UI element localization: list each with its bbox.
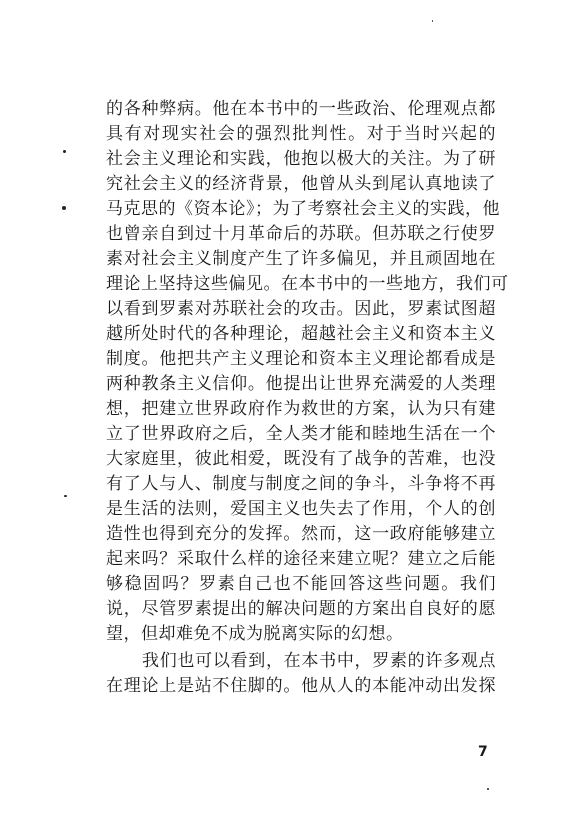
text-line: 在理论上是站不住脚的。他从人的本能冲动出发探 — [106, 676, 496, 696]
text-line: 起来吗？采取什么样的途径来建立呢？建立之后能 — [106, 549, 496, 569]
text-line: 究社会主义的经济背景，他曾从头到尾认真地读了 — [106, 174, 496, 194]
text-line: 越所处时代的各种理论，超越社会主义和资本主义 — [106, 324, 496, 344]
scan-speck — [63, 150, 66, 153]
paragraph-1 — [106, 97, 509, 647]
text-line: 两种教条主义信仰。他提出让世界充满爱的人类理 — [106, 374, 496, 394]
text-line: 够稳固吗？罗素自己也不能回答这些问题。我们 — [106, 574, 496, 594]
paragraph-2 — [106, 649, 496, 699]
text-line: 素对社会主义制度产生了许多偏见，并且顽固地在 — [106, 249, 496, 269]
text-line: 造性也得到充分的发挥。然而，这一政府能够建立 — [106, 524, 496, 544]
text-line: 大家庭里，彼此相爱，既没有了战争的苦难，也没 — [106, 449, 496, 469]
text-line: 的各种弊病。他在本书中的一些政治、伦理观点都 — [106, 99, 496, 119]
text-line: 望，但却难免不成为脱离实际的幻想。 — [106, 624, 404, 644]
text-line: 立了世界政府之后，全人类才能和睦地生活在一个 — [106, 424, 496, 444]
text-line: 我们也可以看到，在本书中，罗素的许多观点 — [142, 651, 496, 671]
scan-speck — [432, 20, 433, 22]
scan-speck — [62, 206, 66, 210]
text-line: 有了人与人、制度与制度之间的争斗，斗争将不再 — [106, 474, 496, 494]
scan-speck — [487, 788, 489, 790]
text-line: 制度。他把共产主义理论和资本主义理论都看成是 — [106, 349, 496, 369]
text-line: 马克思的《资本论》；为了考察社会主义的实践，他 — [106, 199, 500, 219]
text-line: 社会主义理论和实践，他抱以极大的关注。为了研 — [106, 149, 496, 169]
text-line: 理论上坚持这些偏见。在本书中的一些地方，我们可 — [106, 274, 509, 294]
body-text — [106, 97, 509, 699]
text-line: 是生活的法则，爱国主义也失去了作用，个人的创 — [106, 499, 496, 519]
scan-speck — [64, 495, 67, 497]
text-line: 说，尽管罗素提出的解决问题的方案出自良好的愿 — [106, 599, 496, 619]
text-line: 也曾亲自到过十月革命后的苏联。但苏联之行使罗 — [106, 224, 496, 244]
page-number: 7 — [478, 744, 488, 760]
text-line: 以看到罗素对苏联社会的攻击。因此，罗素试图超 — [106, 299, 496, 319]
text-line: 想，把建立世界政府作为救世的方案，认为只有建 — [106, 399, 496, 419]
text-line: 具有对现实社会的强烈批判性。对于当时兴起的 — [106, 124, 496, 144]
